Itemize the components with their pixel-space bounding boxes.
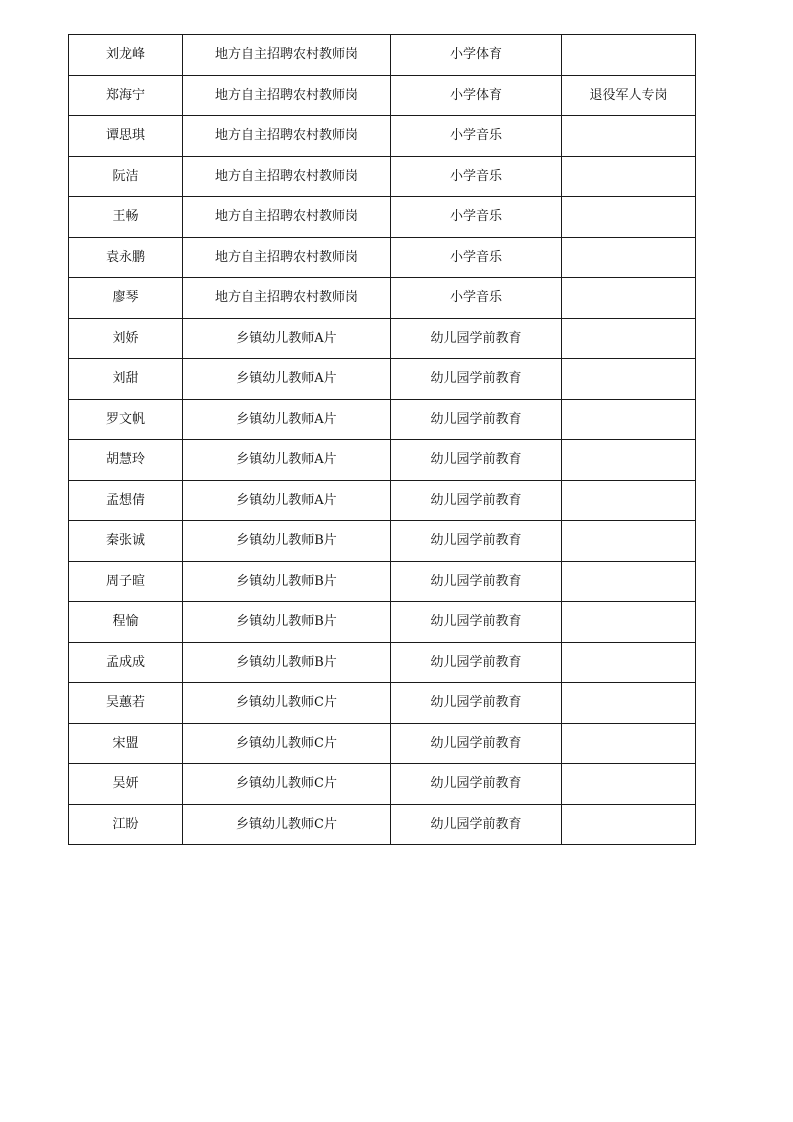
cell-name: 王畅 bbox=[69, 197, 183, 238]
cell-subject: 小学体育 bbox=[391, 35, 562, 76]
cell-position: 乡镇幼儿教师A片 bbox=[183, 480, 391, 521]
cell-position: 地方自主招聘农村教师岗 bbox=[183, 75, 391, 116]
cell-subject: 小学音乐 bbox=[391, 116, 562, 157]
cell-note bbox=[562, 561, 696, 602]
cell-subject: 小学音乐 bbox=[391, 237, 562, 278]
table-row bbox=[69, 237, 696, 278]
cell-name: 宋盟 bbox=[69, 723, 183, 764]
cell-subject: 幼儿园学前教育 bbox=[391, 440, 562, 481]
cell-position: 乡镇幼儿教师B片 bbox=[183, 561, 391, 602]
table-row bbox=[69, 480, 696, 521]
roster-table bbox=[68, 34, 696, 845]
cell-name: 袁永鹏 bbox=[69, 237, 183, 278]
cell-note bbox=[562, 602, 696, 643]
cell-position: 乡镇幼儿教师A片 bbox=[183, 318, 391, 359]
cell-position: 乡镇幼儿教师B片 bbox=[183, 602, 391, 643]
table-row bbox=[69, 156, 696, 197]
cell-note bbox=[562, 642, 696, 683]
cell-position: 乡镇幼儿教师A片 bbox=[183, 399, 391, 440]
table-row bbox=[69, 318, 696, 359]
cell-name: 刘娇 bbox=[69, 318, 183, 359]
cell-note bbox=[562, 278, 696, 319]
cell-note bbox=[562, 156, 696, 197]
cell-position: 地方自主招聘农村教师岗 bbox=[183, 278, 391, 319]
cell-note bbox=[562, 35, 696, 76]
table-row bbox=[69, 399, 696, 440]
cell-name: 刘甜 bbox=[69, 359, 183, 400]
cell-position: 乡镇幼儿教师C片 bbox=[183, 683, 391, 724]
cell-subject: 幼儿园学前教育 bbox=[391, 642, 562, 683]
cell-subject: 幼儿园学前教育 bbox=[391, 480, 562, 521]
cell-note bbox=[562, 237, 696, 278]
cell-subject: 幼儿园学前教育 bbox=[391, 683, 562, 724]
cell-position: 乡镇幼儿教师C片 bbox=[183, 723, 391, 764]
cell-position: 地方自主招聘农村教师岗 bbox=[183, 35, 391, 76]
table-row bbox=[69, 278, 696, 319]
cell-note bbox=[562, 440, 696, 481]
cell-position: 乡镇幼儿教师A片 bbox=[183, 440, 391, 481]
cell-name: 阮洁 bbox=[69, 156, 183, 197]
cell-subject: 幼儿园学前教育 bbox=[391, 804, 562, 845]
table-row bbox=[69, 116, 696, 157]
table-row bbox=[69, 764, 696, 805]
cell-note bbox=[562, 480, 696, 521]
table-row bbox=[69, 561, 696, 602]
roster-table-body bbox=[69, 35, 696, 845]
cell-subject: 幼儿园学前教育 bbox=[391, 764, 562, 805]
cell-name: 孟成成 bbox=[69, 642, 183, 683]
table-row bbox=[69, 602, 696, 643]
cell-name: 吴蕙若 bbox=[69, 683, 183, 724]
cell-note bbox=[562, 399, 696, 440]
table-row bbox=[69, 359, 696, 400]
cell-position: 乡镇幼儿教师A片 bbox=[183, 359, 391, 400]
cell-subject: 小学体育 bbox=[391, 75, 562, 116]
cell-position: 地方自主招聘农村教师岗 bbox=[183, 116, 391, 157]
cell-note bbox=[562, 116, 696, 157]
cell-note bbox=[562, 683, 696, 724]
cell-name: 刘龙峰 bbox=[69, 35, 183, 76]
cell-position: 乡镇幼儿教师C片 bbox=[183, 764, 391, 805]
cell-name: 胡慧玲 bbox=[69, 440, 183, 481]
cell-subject: 幼儿园学前教育 bbox=[391, 602, 562, 643]
table-row bbox=[69, 683, 696, 724]
table-row bbox=[69, 521, 696, 562]
cell-note bbox=[562, 764, 696, 805]
cell-name: 孟想倩 bbox=[69, 480, 183, 521]
cell-name: 廖琴 bbox=[69, 278, 183, 319]
table-row bbox=[69, 75, 696, 116]
cell-position: 地方自主招聘农村教师岗 bbox=[183, 197, 391, 238]
table-row bbox=[69, 440, 696, 481]
table-row bbox=[69, 642, 696, 683]
cell-note bbox=[562, 723, 696, 764]
cell-name: 吴妍 bbox=[69, 764, 183, 805]
cell-note bbox=[562, 197, 696, 238]
cell-position: 乡镇幼儿教师B片 bbox=[183, 642, 391, 683]
cell-subject: 小学音乐 bbox=[391, 156, 562, 197]
cell-subject: 幼儿园学前教育 bbox=[391, 318, 562, 359]
cell-note bbox=[562, 318, 696, 359]
cell-name: 周子暄 bbox=[69, 561, 183, 602]
cell-subject: 幼儿园学前教育 bbox=[391, 561, 562, 602]
cell-name: 程愉 bbox=[69, 602, 183, 643]
cell-note: 退役军人专岗 bbox=[562, 75, 696, 116]
table-row bbox=[69, 804, 696, 845]
cell-name: 罗文帆 bbox=[69, 399, 183, 440]
cell-name: 郑海宁 bbox=[69, 75, 183, 116]
cell-position: 地方自主招聘农村教师岗 bbox=[183, 156, 391, 197]
cell-note bbox=[562, 804, 696, 845]
table-row bbox=[69, 723, 696, 764]
cell-subject: 幼儿园学前教育 bbox=[391, 723, 562, 764]
cell-name: 秦张诚 bbox=[69, 521, 183, 562]
cell-subject: 幼儿园学前教育 bbox=[391, 359, 562, 400]
cell-subject: 小学音乐 bbox=[391, 278, 562, 319]
cell-subject: 幼儿园学前教育 bbox=[391, 521, 562, 562]
cell-note bbox=[562, 521, 696, 562]
cell-subject: 幼儿园学前教育 bbox=[391, 399, 562, 440]
cell-name: 江盼 bbox=[69, 804, 183, 845]
cell-note bbox=[562, 359, 696, 400]
cell-subject: 小学音乐 bbox=[391, 197, 562, 238]
cell-position: 乡镇幼儿教师B片 bbox=[183, 521, 391, 562]
cell-position: 地方自主招聘农村教师岗 bbox=[183, 237, 391, 278]
cell-position: 乡镇幼儿教师C片 bbox=[183, 804, 391, 845]
table-row bbox=[69, 197, 696, 238]
cell-name: 谭思琪 bbox=[69, 116, 183, 157]
table-row bbox=[69, 35, 696, 76]
